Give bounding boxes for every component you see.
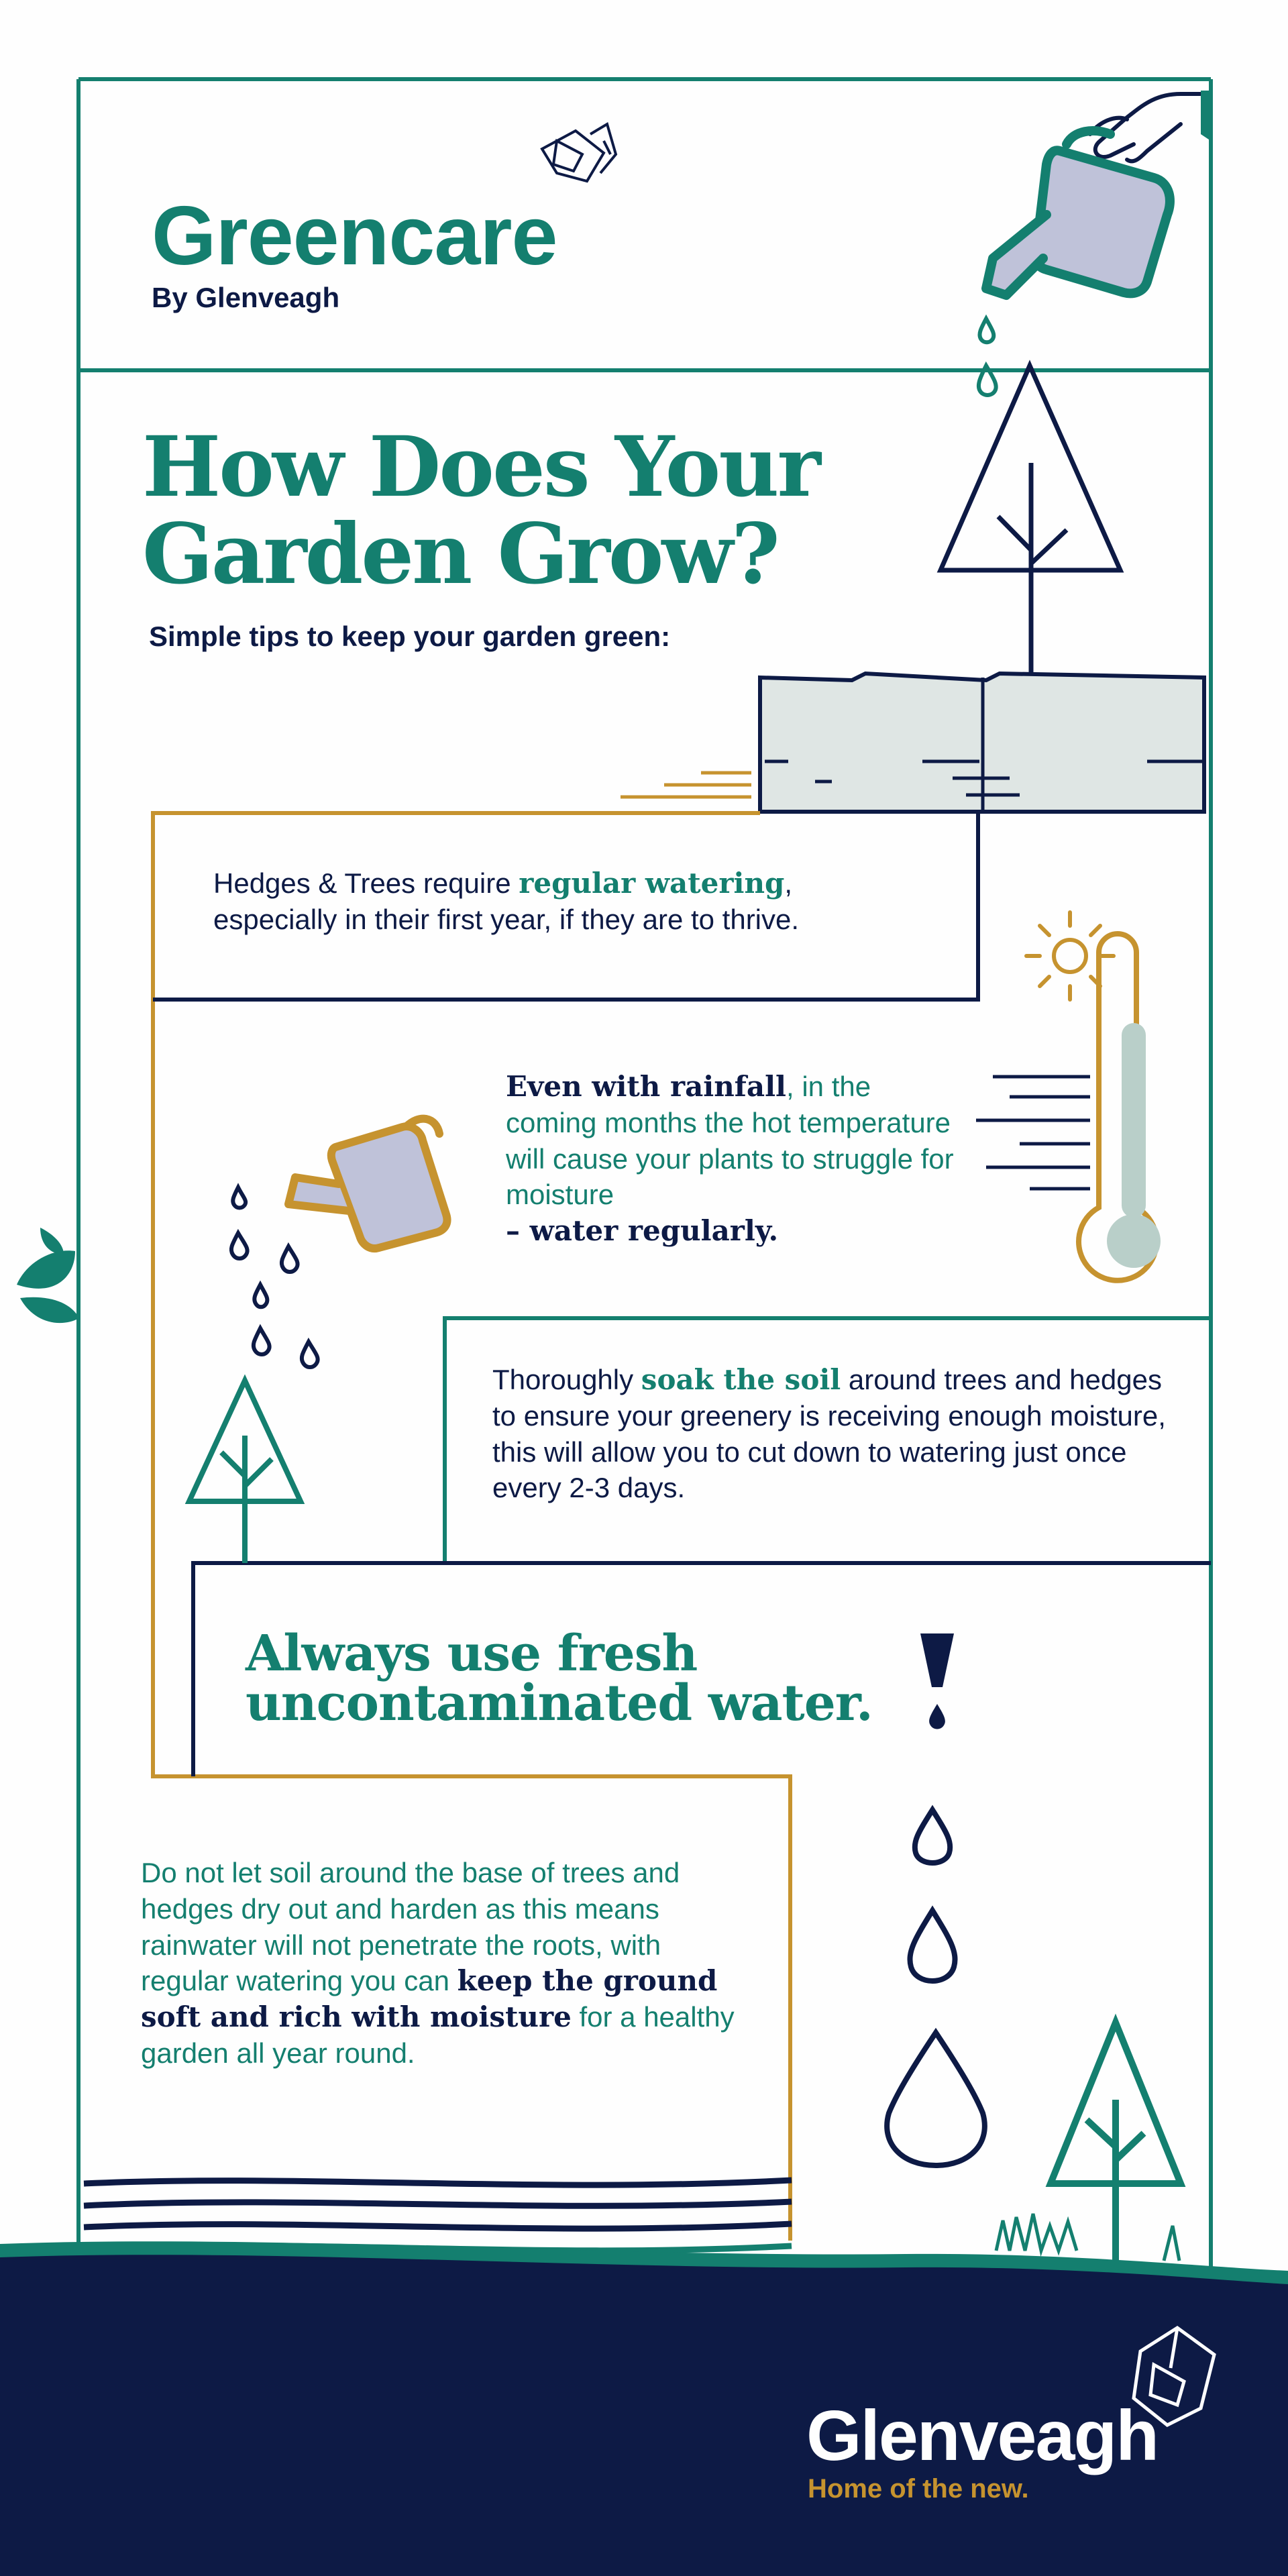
- tip5-emphasis: keep the ground soft and rich with moisture: [141, 1964, 718, 2033]
- tip-soil-base: [141, 1855, 745, 2072]
- page-subtitle: Simple tips to keep your garden green:: [149, 621, 671, 652]
- leaf-icon: [17, 1228, 79, 1323]
- footer-brand: Glenveagh: [806, 2396, 1158, 2475]
- tip-fresh-water: [246, 1625, 883, 1732]
- soil-bed-icon: [621, 674, 1204, 812]
- tree-icon: [941, 366, 1120, 678]
- logo-mark-icon: [542, 124, 616, 181]
- tip2-emphasis2: – water regularly.: [506, 1214, 779, 1247]
- page-title: [142, 419, 819, 604]
- tip-rainfall: [506, 1069, 969, 1249]
- hand-cuff: [1201, 91, 1211, 141]
- exclamation-icon: [920, 1633, 954, 1729]
- water-drop-icon: [979, 319, 996, 395]
- heat-lines: [976, 1077, 1090, 1189]
- thermometer-icon: [1079, 934, 1161, 1281]
- footer-tagline: Home of the new.: [808, 2474, 1029, 2504]
- page-title-line1: How Does Your: [142, 419, 819, 516]
- brand-byline: By Glenveagh: [152, 282, 340, 313]
- tip-soak-soil: [492, 1362, 1170, 1506]
- tree-icon: [189, 1381, 301, 1563]
- tip-hedges-trees: [213, 865, 965, 938]
- tip1-emphasis: regular watering: [519, 867, 785, 900]
- tip2-emphasis1: Even with rainfall: [506, 1070, 786, 1103]
- tip3-emphasis: soak the soil: [641, 1363, 841, 1396]
- tip5-pre: Do not let soil around the base of trees and hedges dry out and harden as this means rainwater will not penetrate the roots, with regular watering you can: [141, 1857, 680, 1997]
- hand-icon: [1090, 94, 1208, 161]
- grass-icon: [996, 2214, 1179, 2261]
- tip3-pre: Thoroughly: [492, 1364, 641, 1395]
- water-drop-icon: [231, 1187, 318, 1367]
- tip1-line2: especially in their first year, if they are to thrive.: [213, 903, 800, 935]
- tip3-post: around trees and hedges to ensure your greenery is receiving enough moisture, this will allow you to cut down to watering just once every 2-3 days.: [492, 1364, 1166, 1504]
- wave-stripes: [84, 2180, 792, 2251]
- water-drop-icon: [887, 1810, 985, 2165]
- brand-title: Greencare: [152, 190, 557, 282]
- watering-can-icon: [288, 1119, 447, 1248]
- tip5-post: for a healthy garden all year round.: [141, 2001, 735, 2069]
- tip4-line2: uncontaminated water.: [246, 1674, 873, 1732]
- tip1-pre: Hedges & Trees require: [213, 867, 519, 899]
- tip4-line1: Always use fresh: [246, 1625, 698, 1682]
- tip2-mid: , in the coming months the hot temperature will cause your plants to struggle for moisture: [506, 1071, 954, 1211]
- tip1-post: ,: [784, 867, 793, 899]
- page-title-line2: Garden Grow?: [142, 506, 778, 604]
